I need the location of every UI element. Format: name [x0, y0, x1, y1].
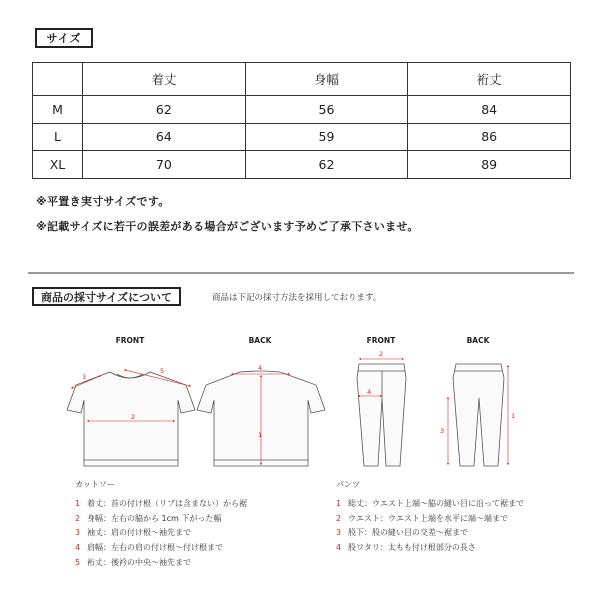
- tops-measure-legend: [75, 496, 315, 569]
- note-actual-size: ※平置き実寸サイズです。: [36, 195, 170, 208]
- legend-number: 2: [75, 513, 81, 523]
- table-cell: M: [33, 95, 83, 123]
- list-item: [75, 540, 315, 555]
- tops-category-title: カットソー: [75, 480, 115, 489]
- table-cell: 89: [408, 151, 571, 179]
- measure-number: 3: [440, 427, 445, 435]
- legend-text: 股下：股の縫い目の交差〜裾まで: [348, 528, 468, 538]
- legend-number: 4: [336, 542, 342, 552]
- table-cell: 84: [408, 95, 571, 123]
- list-item: [336, 540, 576, 555]
- legend-number: 5: [75, 557, 81, 567]
- table-cell: 59: [245, 123, 408, 151]
- legend-text: ウエスト：ウエスト上端を水平に端〜端まで: [348, 513, 508, 523]
- table-cell: 56: [245, 95, 408, 123]
- legend-text: 股ワタリ：太もも付け根部分の長さ: [348, 542, 476, 552]
- pants-category-title: パンツ: [336, 480, 360, 489]
- list-item: [336, 525, 576, 540]
- list-item: [336, 496, 576, 511]
- legend-number: 2: [336, 513, 342, 523]
- measure-section-note: 商品は下記の採寸方法を採用しております。: [212, 293, 382, 303]
- list-item: [75, 555, 315, 570]
- legend-number: 1: [336, 498, 342, 508]
- measure-number: 4: [367, 388, 372, 396]
- table-header-cell: 身幅: [245, 63, 408, 96]
- list-item: [75, 496, 315, 511]
- table-cell: 62: [83, 95, 246, 123]
- legend-text: 総丈：ウエスト上端〜脇の縫い目に沿って裾まで: [348, 498, 524, 508]
- legend-text: 裄丈：後衿の中央〜袖先まで: [87, 557, 191, 567]
- legend-number: 3: [75, 528, 81, 538]
- measure-number: 1: [511, 412, 516, 420]
- pants-front-illustration: [357, 364, 406, 466]
- measure-number: 5: [160, 367, 165, 375]
- note-size-error: ※記載サイズに若干の誤差がある場合がございます予めご了承下さいませ。: [36, 220, 419, 233]
- pants-back-illustration: [453, 364, 504, 466]
- legend-number: 3: [336, 528, 342, 538]
- table-cell: 62: [245, 151, 408, 179]
- measure-number: 4: [258, 364, 263, 372]
- legend-number: 1: [75, 498, 81, 508]
- table-cell: 64: [83, 123, 246, 151]
- legend-text: 着丈：首の付け根（リブは含まない）から裾: [87, 498, 247, 508]
- table-cell: XL: [33, 151, 83, 179]
- list-item: [75, 525, 315, 540]
- legend-text: 袖丈：肩の付け根〜袖先まで: [87, 528, 191, 538]
- measure-number: 2: [131, 413, 136, 421]
- pants-back-title: BACK: [466, 336, 490, 345]
- table-cell: L: [33, 123, 83, 151]
- table-cell: 70: [83, 151, 246, 179]
- pants-measure-legend: [336, 496, 576, 555]
- pants-front-title: FRONT: [366, 336, 396, 345]
- tops-back-title: BACK: [248, 336, 272, 345]
- measure-number: 1: [258, 431, 263, 439]
- table-header-cell: 裄丈: [408, 63, 571, 96]
- table-header-cell: 着丈: [83, 63, 246, 96]
- measure-section-label: 商品の採寸サイズについて: [32, 287, 181, 306]
- tops-front-title: FRONT: [115, 336, 145, 345]
- legend-text: 肩幅：左右の肩の付け根〜付け根まで: [87, 542, 223, 552]
- measure-number: 3: [82, 373, 87, 381]
- measure-number: 2: [379, 350, 384, 358]
- list-item: [75, 511, 315, 526]
- table-cell: 86: [408, 123, 571, 151]
- list-item: [336, 511, 576, 526]
- legend-number: 4: [75, 542, 81, 552]
- size-section-label: サイズ: [35, 28, 93, 48]
- legend-text: 身幅：左右の脇から 1cm 下がった幅: [87, 513, 222, 523]
